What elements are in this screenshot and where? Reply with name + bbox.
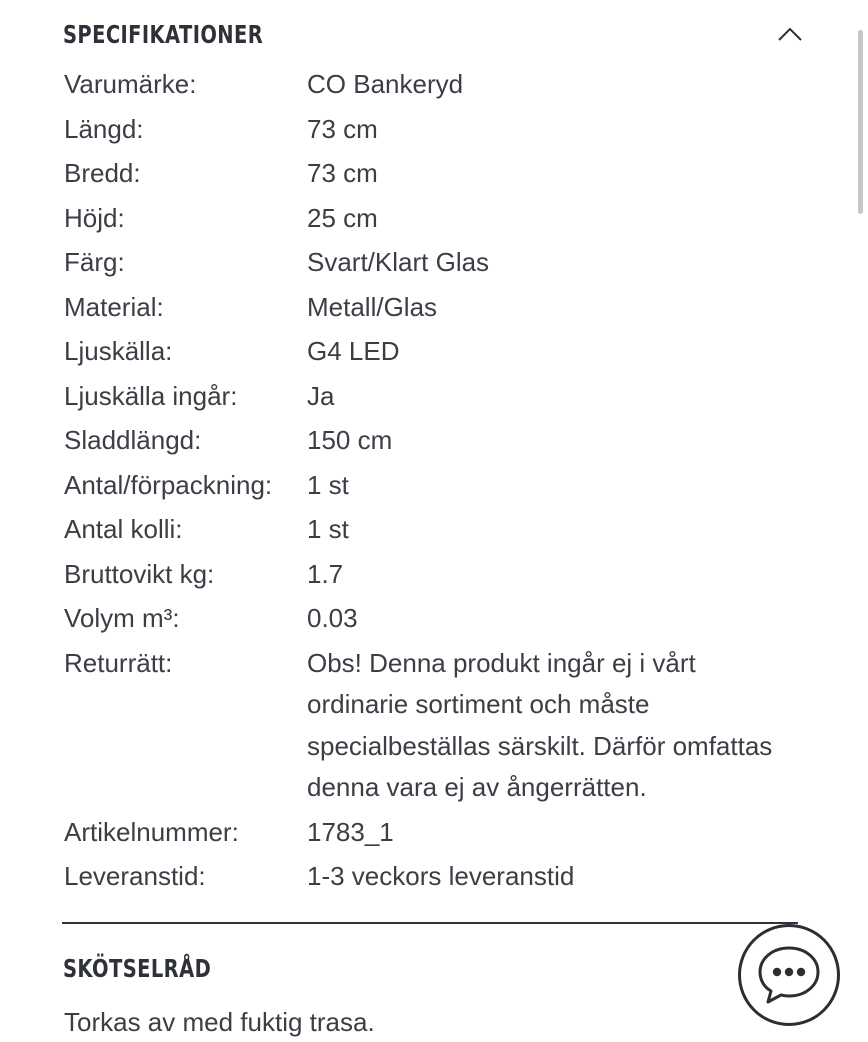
spec-label: Längd:	[64, 113, 144, 144]
spec-value: G4 LED	[307, 336, 400, 366]
spec-value: 150 cm	[307, 425, 393, 455]
spec-row	[64, 465, 804, 507]
spec-row	[64, 287, 804, 329]
care-title: SKÖTSELRÅD	[63, 953, 212, 983]
spec-row	[64, 109, 804, 151]
spec-label: Leveranstid:	[64, 861, 206, 891]
spec-row	[64, 331, 804, 373]
spec-value: 73 cm	[307, 158, 378, 188]
spec-row	[64, 856, 804, 898]
chat-bubble-icon	[756, 944, 822, 1006]
spec-label: Antal/förpackning:	[64, 469, 273, 500]
spec-label: Returrätt:	[64, 647, 173, 678]
spec-value: 1-3 veckors leveranstid	[307, 861, 575, 891]
spec-value: 0.03	[307, 603, 358, 633]
specifications-header[interactable]	[63, 14, 806, 54]
care-text: Torkas av med fuktig trasa.	[64, 1007, 375, 1037]
spec-row	[64, 198, 804, 240]
spec-row	[64, 598, 804, 640]
spec-value: Obs! Denna produkt ingår ej i vårt ordinarie sortiment och måste specialbeställas särskilt. Därför omfattas denna vara ej av ångerrätten.	[307, 647, 773, 802]
spec-label: Ljuskälla:	[64, 336, 173, 366]
specifications-title: SPECIFIKATIONER	[63, 19, 264, 49]
spec-label: Antal kolli:	[64, 514, 183, 544]
spec-row	[64, 376, 804, 418]
section-divider	[62, 922, 798, 924]
spec-row	[64, 153, 804, 195]
spec-value: Ja	[307, 380, 335, 411]
specifications-list	[64, 64, 804, 901]
spec-label: Material:	[64, 291, 164, 322]
spec-value: Metall/Glas	[307, 291, 438, 322]
spec-row	[64, 242, 804, 284]
chat-button[interactable]	[738, 924, 840, 1026]
spec-label: Artikelnummer:	[64, 816, 239, 847]
chevron-up-icon	[777, 26, 803, 42]
spec-value: CO Bankeryd	[307, 69, 464, 99]
care-header[interactable]	[63, 948, 806, 988]
spec-row	[64, 643, 804, 809]
spec-row	[64, 554, 804, 596]
spec-value: 1 st	[307, 469, 349, 500]
spec-label: Volym m³:	[64, 603, 180, 633]
spec-row	[64, 420, 804, 462]
spec-value: 1 st	[307, 514, 349, 544]
spec-label: Höjd:	[64, 202, 125, 233]
spec-label: Sladdlängd:	[64, 425, 202, 455]
spec-label: Bredd:	[64, 158, 141, 188]
spec-row	[64, 812, 804, 854]
spec-value: 73 cm	[307, 113, 378, 144]
spec-label: Ljuskälla ingår:	[64, 380, 238, 411]
collapse-button[interactable]	[774, 18, 806, 50]
spec-label: Färg:	[64, 247, 125, 277]
spec-row	[64, 509, 804, 551]
spec-value: 25 cm	[307, 202, 378, 233]
spec-value: 1783_1	[307, 816, 394, 847]
spec-label: Varumärke:	[64, 69, 197, 99]
spec-value: Svart/Klart Glas	[307, 247, 490, 277]
scrollbar[interactable]	[858, 30, 863, 214]
spec-value: 1.7	[307, 558, 344, 589]
spec-label: Bruttovikt kg:	[64, 558, 215, 589]
spec-row	[64, 64, 804, 106]
